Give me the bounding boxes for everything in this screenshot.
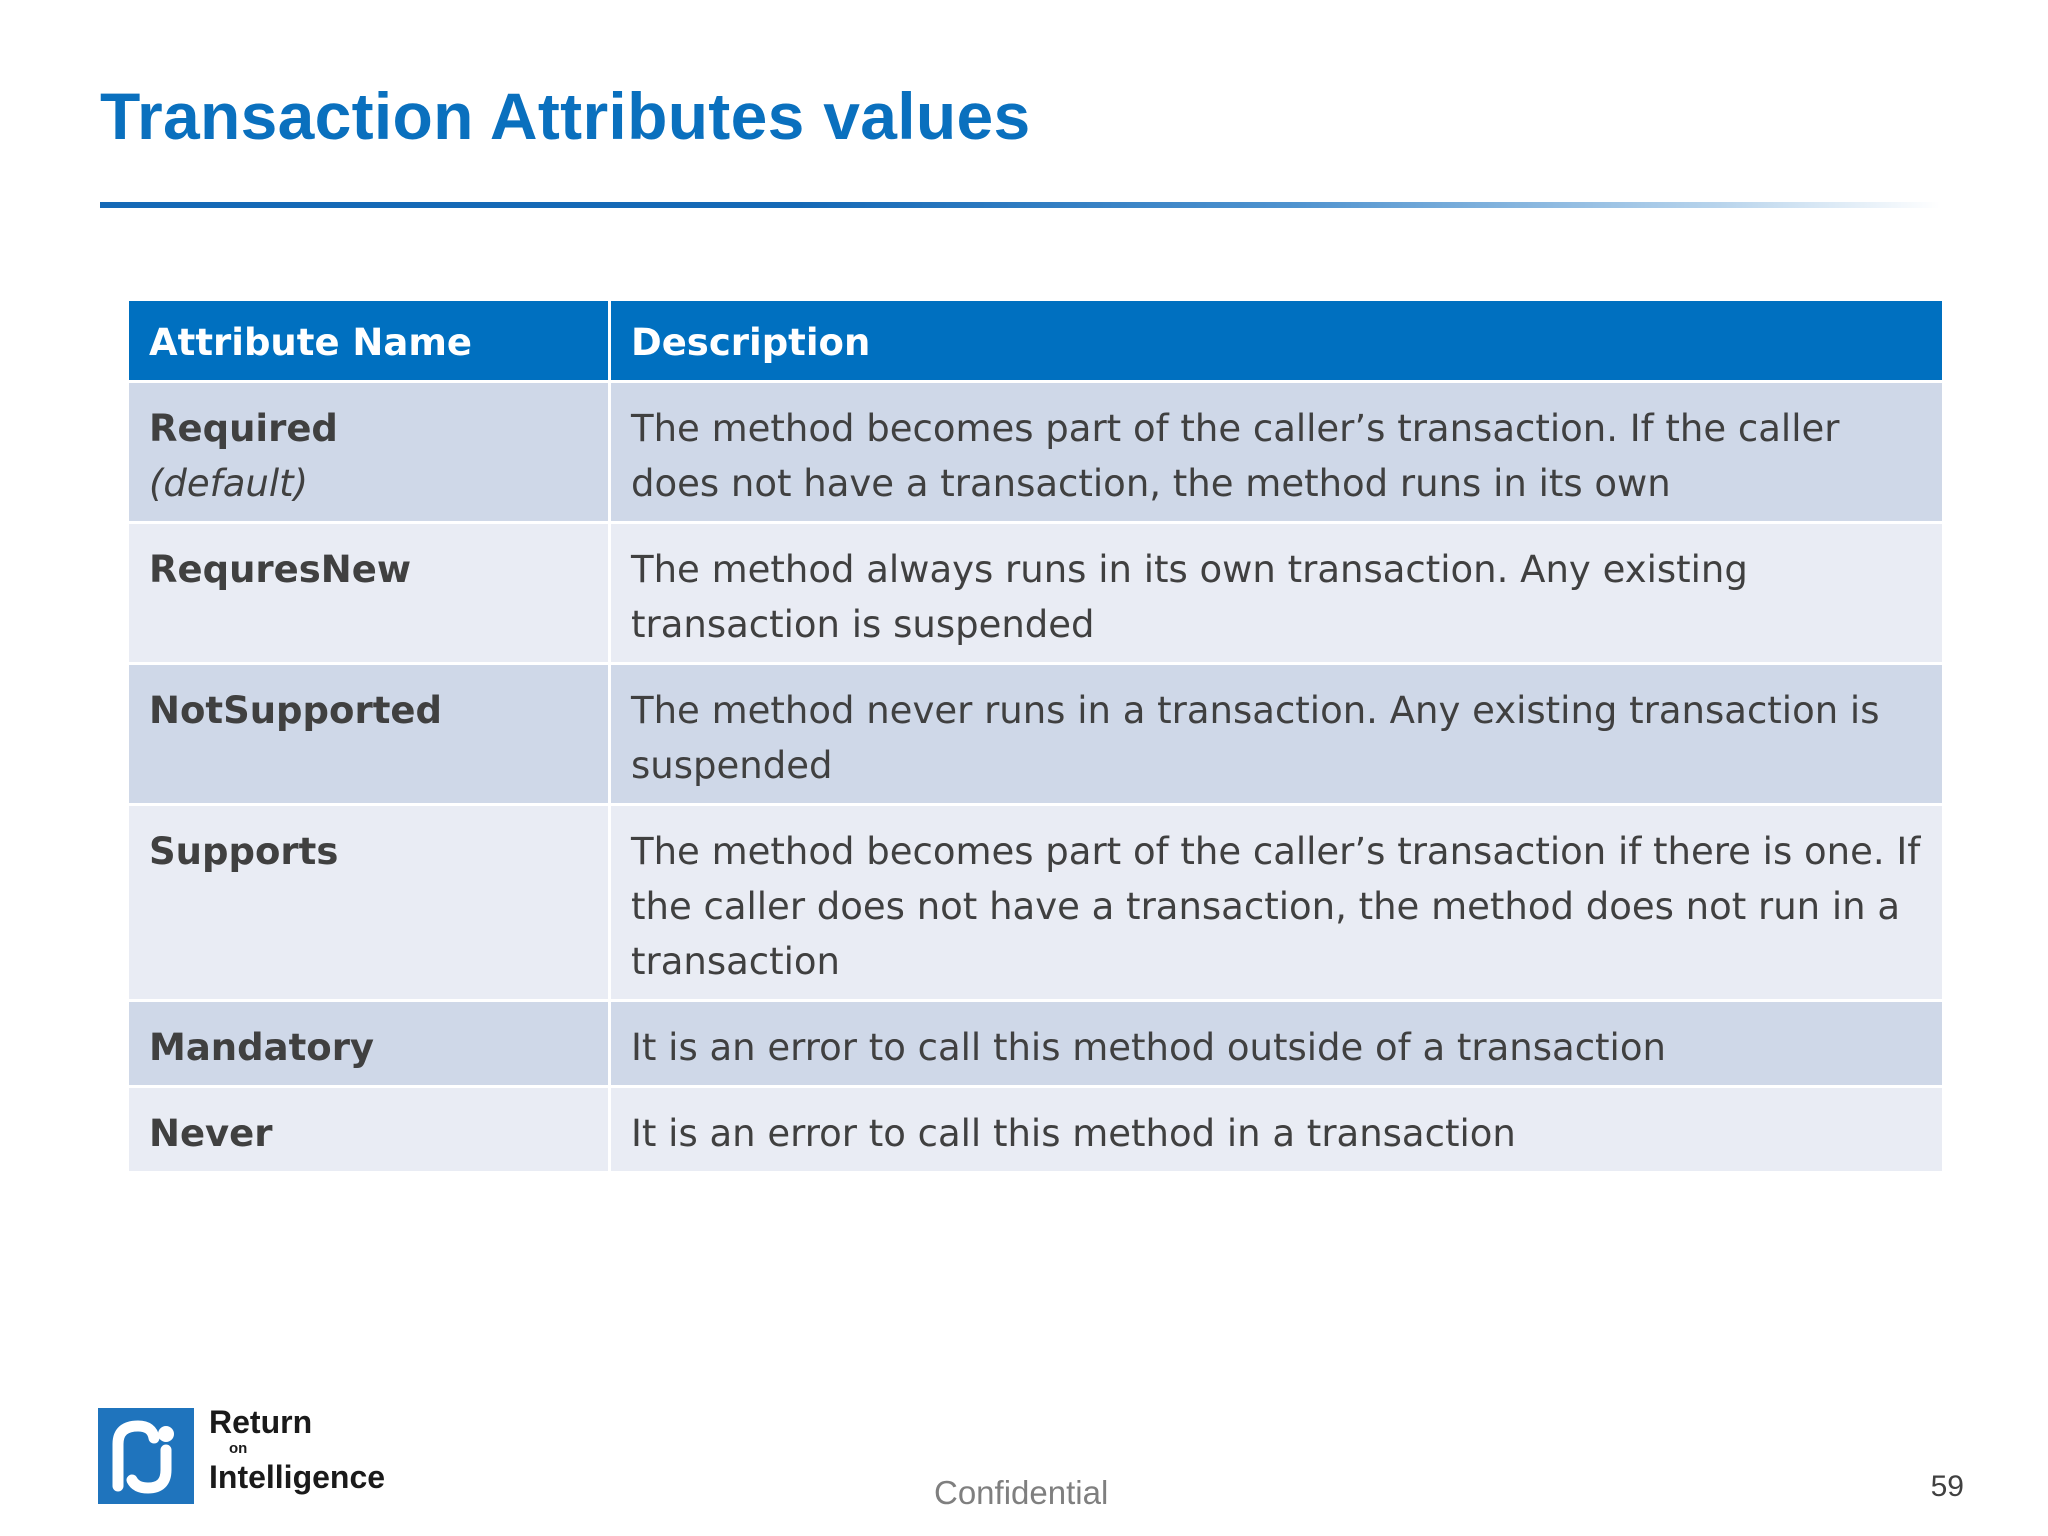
- attribute-default-note: (default): [149, 462, 309, 505]
- table-row: [128, 1087, 1944, 1173]
- header-description: Description: [610, 300, 1944, 382]
- attribute-description: The method becomes part of the caller’s transaction. If the caller does not have a transaction, the method runs in its own: [610, 382, 1944, 523]
- attribute-name-cell: [128, 664, 610, 805]
- attribute-name-cell: [128, 805, 610, 1001]
- attribute-name-cell: [128, 382, 610, 523]
- attribute-name: RequresNew: [149, 548, 412, 591]
- company-logo: [98, 1404, 398, 1506]
- attribute-description: The method never runs in a transaction. Any existing transaction is suspended: [610, 664, 1944, 805]
- attribute-name-cell: [128, 523, 610, 664]
- ri-logo-icon: [98, 1408, 194, 1504]
- page-number: 59: [1930, 1470, 1964, 1503]
- logo-word-intelligence: Intelligence: [209, 1459, 386, 1495]
- attribute-description: It is an error to call this method outside of a transaction: [610, 1001, 1944, 1087]
- slide-title: Transaction Attributes values: [100, 79, 1031, 153]
- title-underline: [100, 202, 1940, 208]
- logo-wordmark: [209, 1404, 385, 1496]
- attribute-name: Mandatory: [149, 1026, 375, 1069]
- header-attribute-name: Attribute Name: [128, 300, 610, 382]
- attribute-description: The method becomes part of the caller’s transaction if there is one. If the caller does not have a transaction, the method does not run in a transaction: [610, 805, 1944, 1001]
- logo-word-return: Return: [209, 1404, 313, 1440]
- table-row: [128, 664, 1944, 805]
- attribute-name: Required: [149, 407, 338, 450]
- attribute-description: It is an error to call this method in a transaction: [610, 1087, 1944, 1173]
- table-row: [128, 382, 1944, 523]
- attribute-name-cell: [128, 1087, 610, 1173]
- attributes-table: [126, 298, 1945, 1174]
- logo-word-on: on: [229, 1440, 248, 1457]
- attribute-name: Supports: [149, 830, 339, 873]
- table-row: [128, 805, 1944, 1001]
- table-row: [128, 523, 1944, 664]
- table-row: [128, 1001, 1944, 1087]
- attribute-description: The method always runs in its own transaction. Any existing transaction is suspended: [610, 523, 1944, 664]
- confidential-label: Confidential: [934, 1474, 1109, 1511]
- attribute-name: NotSupported: [149, 689, 442, 732]
- attribute-name-cell: [128, 1001, 610, 1087]
- attribute-name: Never: [149, 1112, 273, 1155]
- table-header-row: [128, 300, 1944, 382]
